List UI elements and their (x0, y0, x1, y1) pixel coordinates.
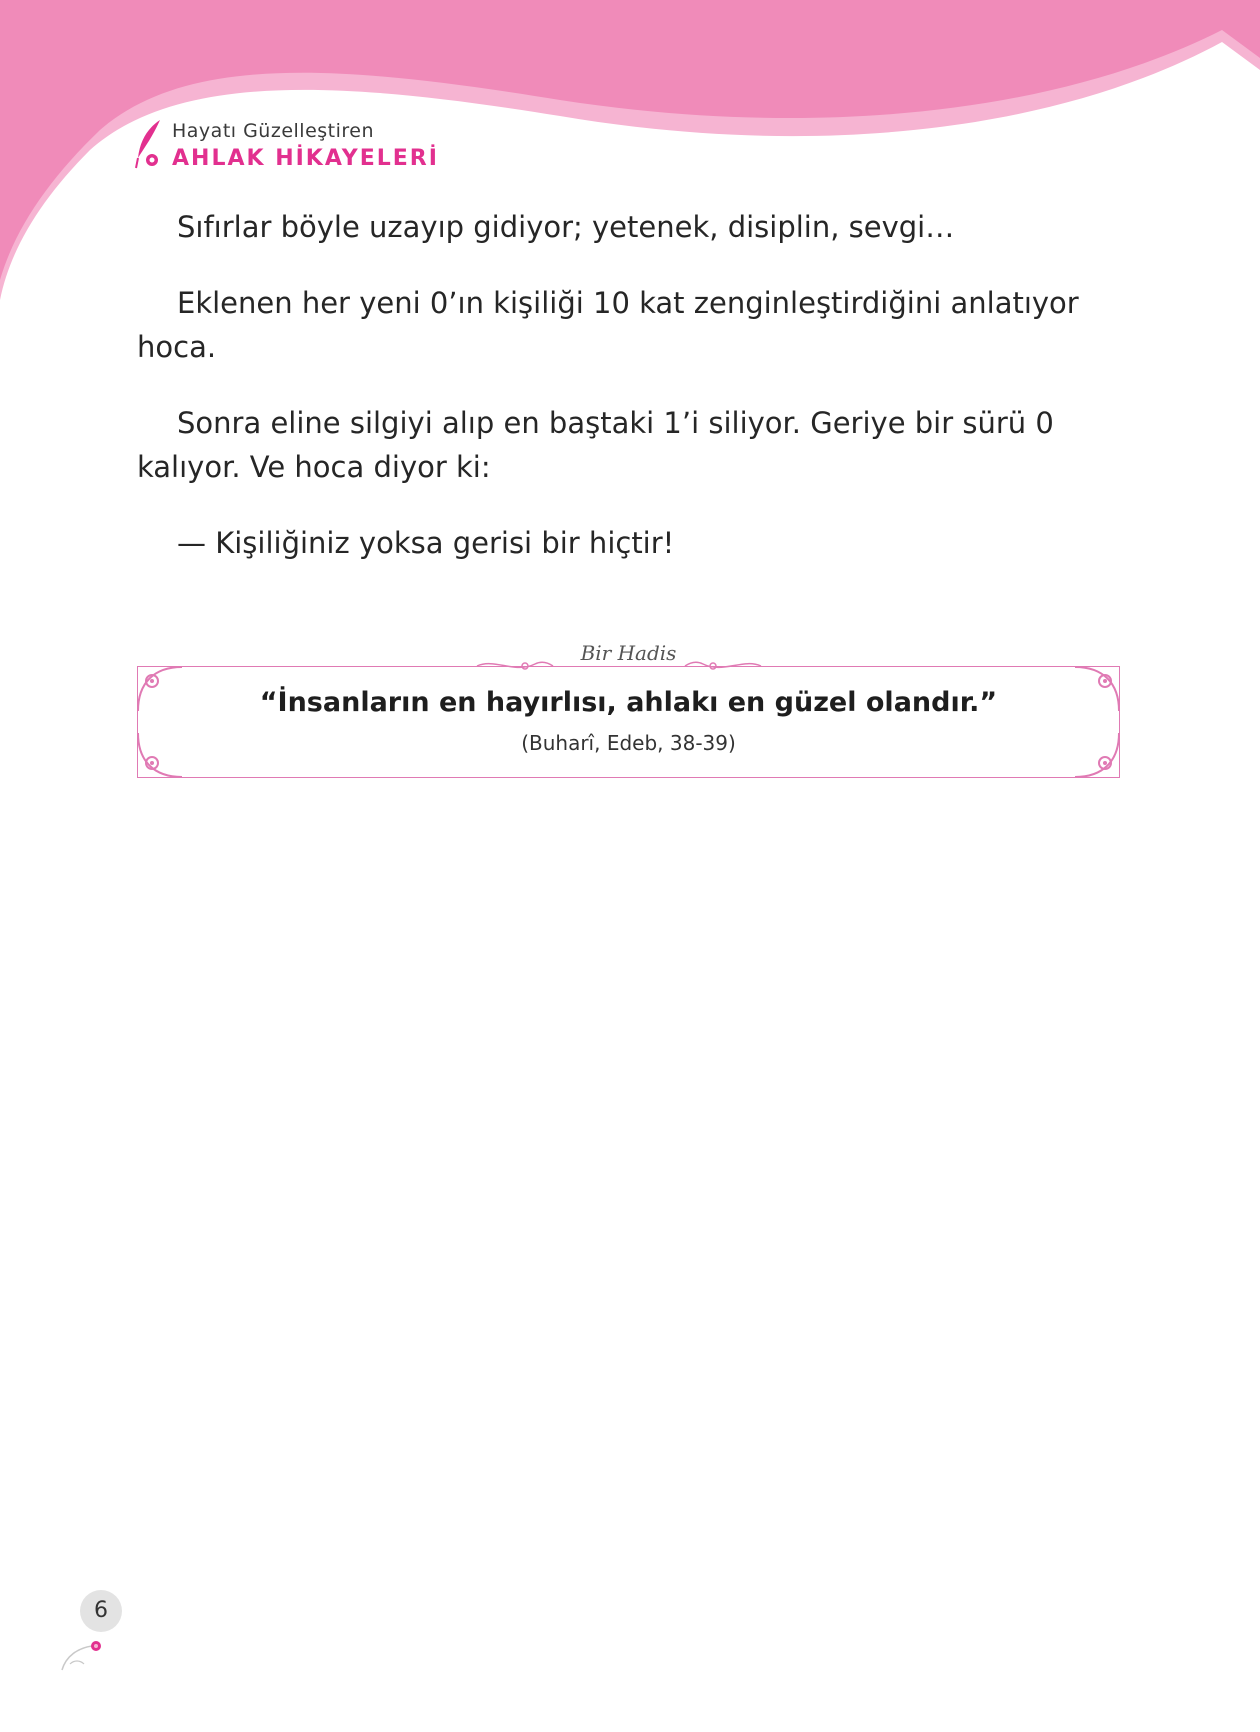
corner-ornament-icon (134, 729, 186, 781)
flower-ornament-icon (56, 1620, 116, 1676)
corner-ornament-icon (134, 663, 186, 715)
paragraph: Sıfırlar böyle uzayıp gidiyor; yetenek, disiplin, sevgi… (177, 210, 955, 244)
story-text (137, 205, 1127, 597)
quill-pen-icon (130, 118, 166, 170)
paragraph: — Kişiliğiniz yoksa gerisi bir hiçtir! (177, 526, 675, 560)
page-number: 6 (80, 1590, 122, 1632)
series-title-line1: Hayatı Güzelleştiren (172, 120, 375, 142)
hadis-source: (Buharî, Edeb, 38-39) (521, 731, 736, 755)
series-title-line2: AHLAK HİKAYELERİ (172, 146, 439, 171)
hadis-title: Bir Hadis (571, 641, 687, 665)
hadis-box (137, 641, 1120, 778)
paragraph: Eklenen her yeni 0’ın kişiliği 10 kat zenginleştirdiğini anlatıyor hoca. (137, 286, 1079, 364)
corner-ornament-icon (1071, 729, 1123, 781)
paragraph: Sonra eline silgiyi alıp en baştaki 1’i siliyor. Geriye bir sürü 0 kalıyor. Ve hoca diyor ki: (137, 406, 1054, 484)
flourish-icon (475, 654, 555, 678)
corner-ornament-icon (1071, 663, 1123, 715)
hadis-quote: “İnsanların en hayırlısı, ahlakı en güzel olandır.” (259, 687, 998, 718)
flourish-icon (683, 654, 763, 678)
